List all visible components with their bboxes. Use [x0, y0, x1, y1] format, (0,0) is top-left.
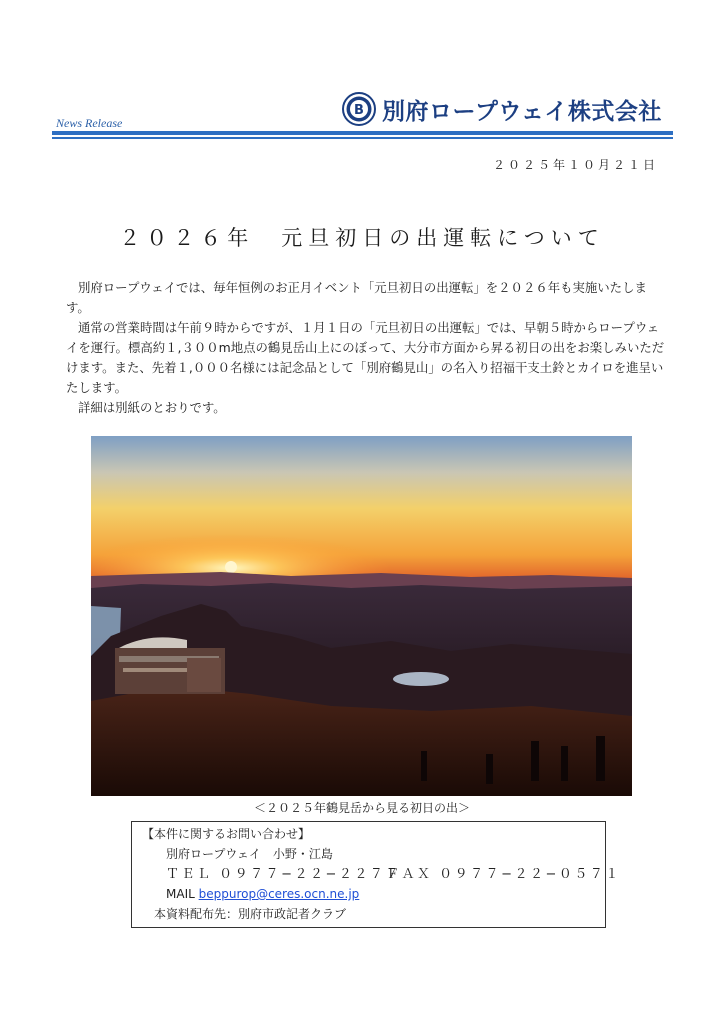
logo-letter: B — [354, 103, 364, 118]
body-paragraph: 詳細は別紙のとおりです。 — [78, 400, 226, 415]
contact-fax: ＦＡＸ ０９７７−２２−０５７１ — [386, 867, 621, 882]
body-paragraph: 別府ロープウェイでは、毎年恒例のお正月イベント「元旦初日の出運転」を２０２６年も実施いたします。 — [66, 280, 647, 315]
sunrise-illustration — [91, 436, 632, 796]
company-name: 別府ロープウェイ株式会社 — [382, 99, 662, 125]
contact-distribution: 本資料配布先：別府市政記者クラブ — [154, 907, 347, 921]
release-date: ２０２５年１０月２１日 — [492, 158, 658, 172]
company-logo — [342, 92, 662, 126]
contact-mail-link[interactable]: beppurop@ceres.ocn.ne.jp — [198, 887, 360, 901]
sunrise-photo — [91, 436, 632, 796]
page-title: ２０２６年 元旦初日の出運転について — [119, 226, 605, 250]
contact-mail — [166, 886, 359, 904]
contact-mail-label: MAIL — [166, 887, 199, 901]
company-logo-mark-icon — [342, 92, 376, 126]
header-rule-thin — [52, 137, 673, 139]
header-rule-thick — [52, 131, 673, 135]
contact-title: 【本件に関するお問い合わせ】 — [142, 827, 311, 841]
body-paragraph: 通常の営業時間は午前９時からですが、１月１日の「元旦初日の出運転」では、早朝５時からロープウェイを運行。標高約１,３００m地点の鶴見岳山上にのぼって、大分市方面から昇る初日の出をお楽しみいただけます。また、先着１,０００名様には記念品として「別府鶴見山」の名入り招福干支土鈴とカイロを進呈いたします。 — [66, 320, 665, 395]
news-release-label: News Release — [56, 116, 123, 130]
body-text — [66, 278, 666, 418]
contact-box — [131, 821, 621, 928]
photo-caption: ＜２０２５年鶴見岳から見る初日の出＞ — [253, 801, 470, 815]
contact-tel: ＴＥＬ ０９７７−２２−２２７７ — [166, 867, 401, 882]
contact-name: 別府ロープウェイ 小野・江島 — [166, 847, 333, 861]
